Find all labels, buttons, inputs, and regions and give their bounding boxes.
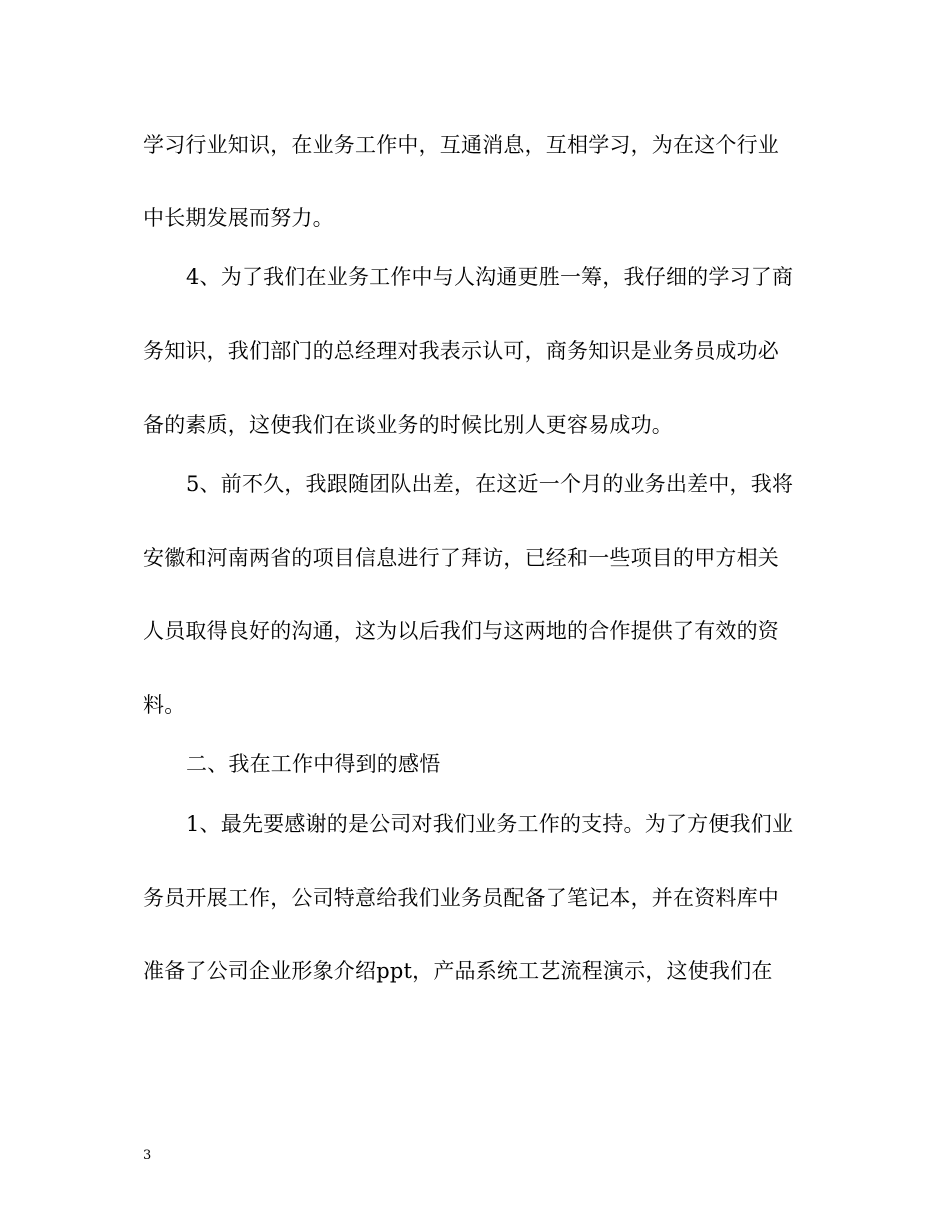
page-number: 3 xyxy=(143,1148,152,1163)
paragraph-line: 准备了公司企业形象介绍ppt，产品系统工艺流程演示，这使我们在 xyxy=(143,959,773,983)
paragraph-line: 务员开展工作，公司特意给我们业务员配备了笔记本，并在资料库中 xyxy=(143,886,779,910)
paragraph-line: 中长期发展而努力。 xyxy=(143,206,334,230)
paragraph-line: 料。 xyxy=(143,693,186,717)
paragraph-line: 1、最先要感谢的是公司对我们业务工作的支持。为了方便我们业 xyxy=(186,812,794,836)
paragraph-line: 4、为了我们在业务工作中与人沟通更胜一筹，我仔细的学习了商 xyxy=(186,265,794,289)
section-heading: 二、我在工作中得到的感悟 xyxy=(186,752,441,776)
paragraph-line: 人员取得良好的沟通，这为以后我们与这两地的合作提供了有效的资 xyxy=(143,619,779,643)
paragraph-line: 务知识，我们部门的总经理对我表示认可，商务知识是业务员成功必 xyxy=(143,339,779,363)
paragraph-line: 安徽和河南两省的项目信息进行了拜访，已经和一些项目的甲方相关 xyxy=(143,546,779,570)
paragraph-line: 5、前不久，我跟随团队出差，在这近一个月的业务出差中，我将 xyxy=(186,472,794,496)
paragraph-line: 学习行业知识，在业务工作中，互通消息，互相学习，为在这个行业 xyxy=(143,133,779,157)
paragraph-line: 备的素质，这使我们在谈业务的时候比别人更容易成功。 xyxy=(143,413,673,437)
